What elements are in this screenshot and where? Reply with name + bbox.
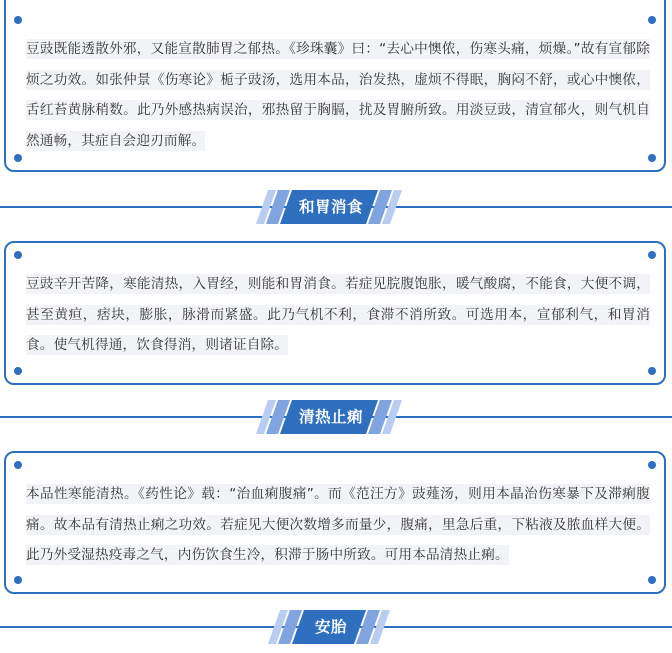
card-paragraph xyxy=(26,34,650,156)
section-divider-3 xyxy=(0,610,672,644)
corner-dot xyxy=(648,367,656,375)
card-paragraph xyxy=(26,479,650,571)
content-card-2 xyxy=(4,241,666,385)
corner-dot xyxy=(648,251,656,259)
section-divider-1 xyxy=(0,190,672,224)
corner-dot xyxy=(648,461,656,469)
corner-dot xyxy=(648,576,656,584)
paragraph-text: 本品性寒能清热。《药性论》载：“治血痢腹痛”。而《范汪方》豉薤汤，则用本晶治伤寒暴下及滞痢腹痛。故本品有清热止痢之功效。若症见大便次数增多而量少，腹痛，里急后重，下粘液及脓血样大便。此乃外受湿热疫毒之气，内伤饮食生冷，积滞于肠中所致。可用本品清热止痢。 xyxy=(26,486,650,563)
corner-dot xyxy=(648,16,656,24)
card-paragraph xyxy=(26,269,650,361)
corner-dot xyxy=(14,367,22,375)
corner-dot xyxy=(14,154,22,162)
paragraph-text: 豆豉既能透散外邪，又能宣散肺胃之郁热。《珍珠囊》曰：“去心中懊侬，伤寒头痛，烦燥。”故有宣郁除烦之功效。如张仲景《伤寒论》栀子豉汤，选用本品，治发热，虚烦不得眠，胸闷不舒，或心中懊侬，舌红苔黄脉稍数。此乃外感热病误治，邪热留于胸膈，扰及胃腑所致。用淡豆豉，清宣郁火，则气机自然通畅，其症自会迎刃而解。 xyxy=(26,41,650,149)
section-title: 清热止痢 xyxy=(298,408,363,426)
section-title: 和胃消食 xyxy=(298,198,363,216)
content-card-1 xyxy=(4,0,666,172)
corner-dot xyxy=(14,16,22,24)
paragraph-text: 豆豉辛开苦降，寒能清热，入胃经，则能和胃消食。若症见脘腹饱胀，暖气酸腐，不能食，大便不调，甚至黄疸，痞块，膨胀，脉滑而紧盛。此乃气机不利，食滞不消所致。可选用本，宣郁利气，和胃消食。使气机得通，饮食得消，则诸证自除。 xyxy=(26,276,650,353)
section-divider-2 xyxy=(0,400,672,434)
section-title: 安胎 xyxy=(314,618,347,636)
corner-dot xyxy=(14,461,22,469)
corner-dot xyxy=(14,251,22,259)
corner-dot xyxy=(14,576,22,584)
content-card-3 xyxy=(4,451,666,594)
